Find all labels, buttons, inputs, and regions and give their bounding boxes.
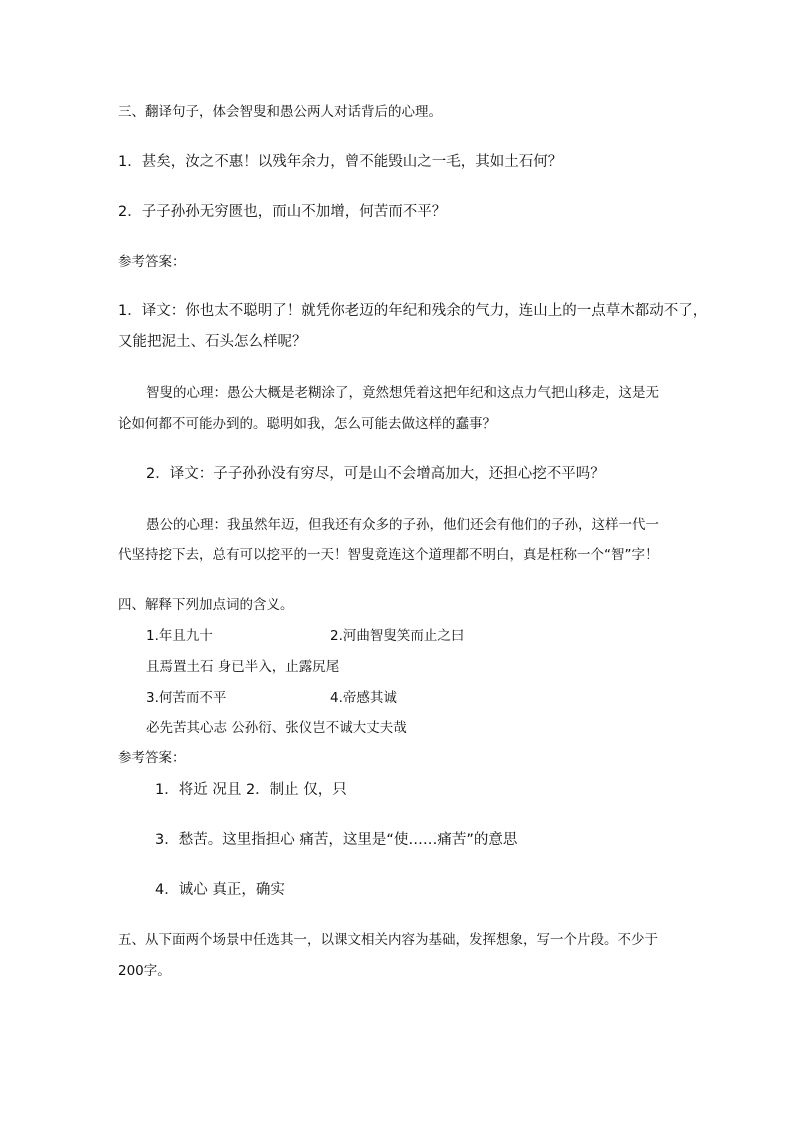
section5-line2: 200字。 (118, 963, 171, 979)
yugong-psychology-line2: 代坚持挖下去，总有可以挖平的一天！智叟竟连这个道理都不明白，真是枉称一个“智”字！ (118, 547, 659, 563)
question-2: 2．子子孙孙无穷匮也，而山不加增，何苦而不平？ (118, 204, 447, 220)
answer-row-4: 4．诚心 真正，确实 (155, 882, 285, 898)
section5-line1: 五、从下面两个场景中任选其一，以课文相关内容为基础，发挥想象，写一个片段。不少于 (118, 932, 658, 948)
question-1: 1．甚矣，汝之不惠！以残年余力，曾不能毁山之一毛，其如土石何？ (118, 154, 563, 170)
zhisou-psychology-line2: 论如何都不可能办到的。聪明如我，怎么可能去做这样的蠢事？ (118, 416, 496, 432)
answer-row-3: 3．愁苦。这里指担心 痛苦，这里是“使……痛苦”的意思 (155, 832, 518, 848)
example-2: 必先苦其心志 公孙衍、张仪岂不诚大丈夫哉 (146, 720, 407, 736)
item-1: 1.年且九十 (146, 628, 213, 644)
item-2: 2.河曲智叟笑而止之曰 (330, 628, 465, 644)
zhisou-psychology-line1: 智叟的心理：愚公大概是老糊涂了，竟然想凭着这把年纪和这点力气把山移走，这是无 (146, 385, 659, 401)
yugong-psychology-line1: 愚公的心理：我虽然年迈，但我还有众多的子孙，他们还会有他们的子孙，这样一代一 (146, 517, 659, 533)
section4-heading: 四、解释下列加点词的含义。 (118, 597, 294, 613)
section3-heading: 三、翻译句子，体会智叟和愚公两人对话背后的心理。 (118, 104, 442, 120)
answer-label: 参考答案： (118, 254, 186, 270)
answer-1-line2: 又能把泥土、石头怎么样呢？ (118, 334, 307, 350)
example-1: 且焉置土石 身已半入，止露尻尾 (146, 659, 340, 675)
answer-1-line1: 1．译文：你也太不聪明了！就凭你老迈的年纪和残余的气力，连山上的一点草木都动不了， (118, 303, 708, 319)
item-3: 3.何苦而不平 (146, 690, 227, 706)
answer-label-2: 参考答案： (118, 750, 186, 766)
answer-row-1: 1．将近 况且 2．制止 仅，只 (155, 782, 347, 798)
answer-2: 2．译文：子子孙孙没有穷尽，可是山不会增高加大，还担心挖不平吗？ (146, 466, 605, 482)
item-4: 4.帝感其诚 (330, 690, 397, 706)
